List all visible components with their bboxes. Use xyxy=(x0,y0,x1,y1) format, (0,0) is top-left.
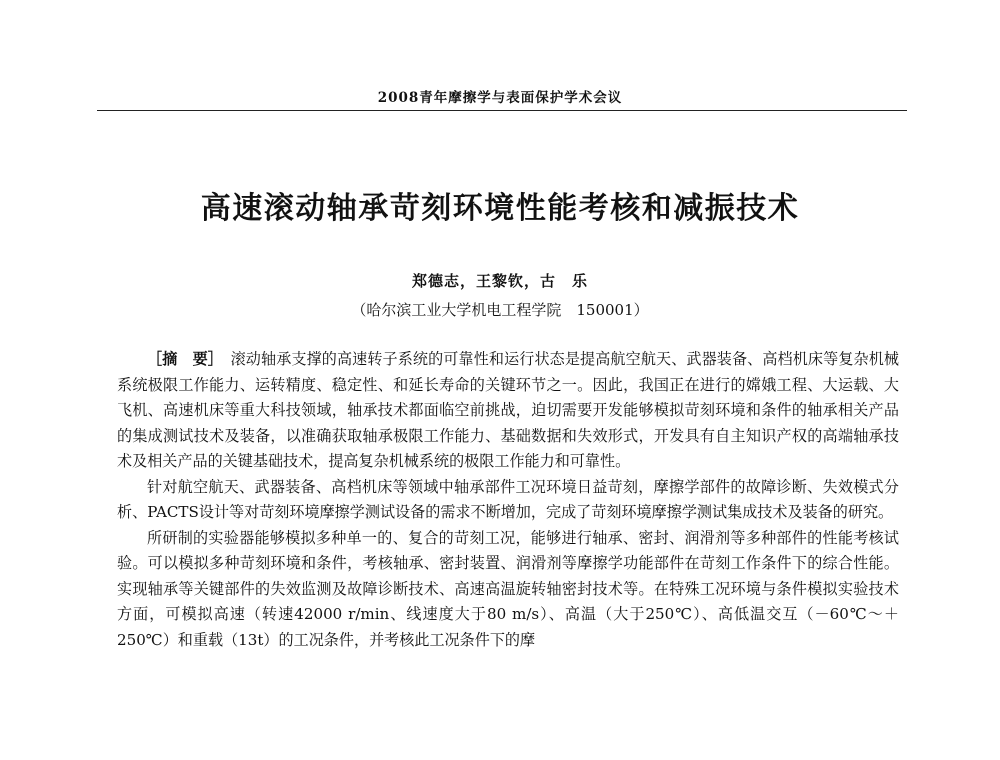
body-text xyxy=(117,347,899,653)
paper-title: 高速滚动轴承苛刻环境性能考核和减振技术 xyxy=(200,191,800,226)
affiliation: （哈尔滨工业大学机电工程学院 150001） xyxy=(351,301,649,319)
authors: 郑德志，王黎钦，古 乐 xyxy=(411,272,588,290)
header-rule xyxy=(97,110,907,111)
abstract-paragraph xyxy=(117,347,899,475)
running-header: 2008青年摩擦学与表面保护学术会议 xyxy=(377,90,623,106)
abstract-text: 滚动轴承支撑的高速转子系统的可靠性和运行状态是提高航空航天、武器装备、高档机床等复杂机械系统极限工作能力、运转精度、稳定性、和延长寿命的关键环节之一。因此，我国正在进行的嫦娥工程、大运载、大飞机、高速机床等重大科技领域，轴承技术都面临空前挑战，迫切需要开发能够模拟苛刻环境和条件的轴承相关产品的集成测试技术及装备，以准确获取轴承极限工作能力、基础数据和失效形式，开发具有自主知识产权的高端轴承技术及相关产品的关键基础技术，提高复杂机械系统的极限工作能力和可靠性。 xyxy=(117,350,899,470)
body-paragraph: 针对航空航天、武器装备、高档机床等领域中轴承部件工况环境日益苛刻，摩擦学部件的故障诊断、失效模式分析、PACTS设计等对苛刻环境摩擦学测试设备的需求不断增加，完成了苛刻环境摩擦学测试集成技术及装备的研究。 xyxy=(117,477,899,521)
abstract-label: ［摘 要］ xyxy=(147,350,216,368)
body-paragraph: 所研制的实验器能够模拟多种单一的、复合的苛刻工况，能够进行轴承、密封、润滑剂等多种部件的性能考核试验。可以模拟多种苛刻环境和条件，考核轴承、密封装置、润滑剂等摩擦学功能部件在苛刻工作条件下的综合性能。实现轴承等关键部件的失效监测及故障诊断技术、高速高温旋转轴密封技术等。在特殊工况环境与条件模拟实验技术方面，可模拟高速（转速42000 r/min、线速度大于80 m/s）、高温（大于250℃）、高低温交互（－60℃～＋250℃）和重载（13t）的工况条件，并考核此工况条件下的摩 xyxy=(117,528,899,649)
